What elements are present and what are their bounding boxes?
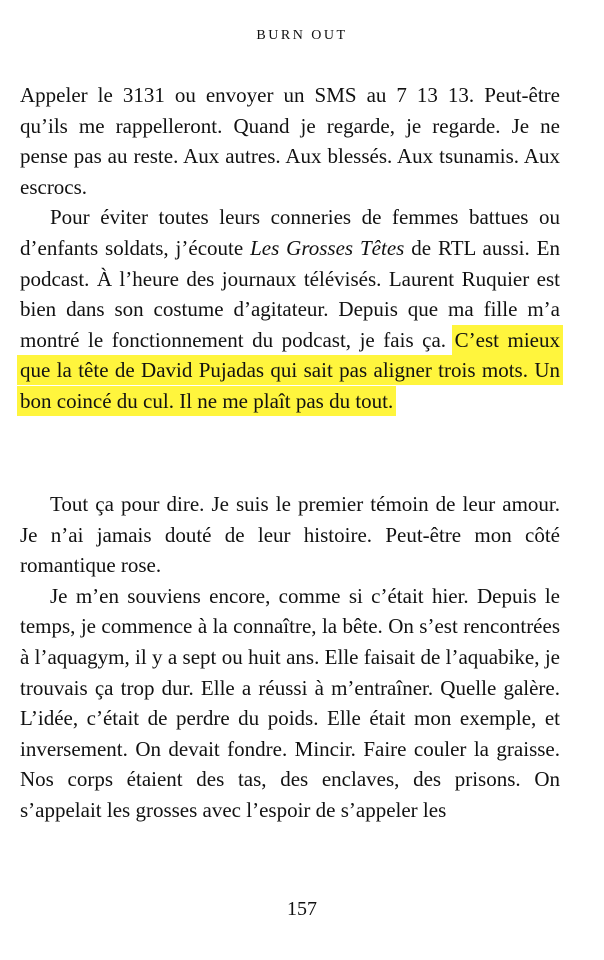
paragraph-text: de RTL aussi. En podcast. À l’heure des journaux télévisés. Laurent Ruquier est bien dans son costume d’agitateur. Depuis que ma fille m’a montré le fonctionnement du podcast, je fais ça. (20, 235, 561, 352)
paragraph (20, 202, 560, 416)
paragraph: Je m’en souviens encore, comme si c’était hier. Depuis le temps, je commence à la connaître, la bête. On s’est rencontrées à l’aquagym, il y a sept ou huit ans. Elle faisait de l’aquabike, je trouvais ça trop dur. Elle a réussi à m’entraîner. Quelle galère. L’idée, c’était de perdre du poids. Elle était mon exemple, et inversement. On devait fondre. Mincir. Faire couler la graisse. Nos corps étaient des tas, des enclaves, des prisons. On s’appelait les grosses avec l’espoir de s’appeler les (20, 583, 560, 822)
book-title-italic: Les Grosses Têtes (250, 235, 405, 260)
text-block-top (20, 80, 560, 417)
paragraph: Tout ça pour dire. Je suis le premier témoin de leur amour. Je n’ai jamais douté de leur histoire. Peut-être mon côté romantique rose. (20, 492, 560, 578)
page-number: 157 (287, 898, 317, 920)
text-block-bottom (20, 489, 560, 826)
highlighted-passage: C’est mieux que la tête de David Pujadas qui sait pas aligner trois mots. Un bon coincé du cul. Il ne me plaît pas du tout. (20, 327, 560, 413)
paragraph-text: Pour éviter toutes leurs conneries de femmes battues ou d’enfants soldats, j’écoute (20, 205, 560, 260)
paragraph: Appeler le 3131 ou envoyer un SMS au 7 13 13. Peut-être qu’ils me rappelleront. Quand je regarde, je regarde. Je ne pense pas au reste. Aux autres. Aux blessés. Aux tsunamis. Aux escrocs. (20, 83, 560, 199)
running-head: BURN OUT (256, 28, 348, 43)
